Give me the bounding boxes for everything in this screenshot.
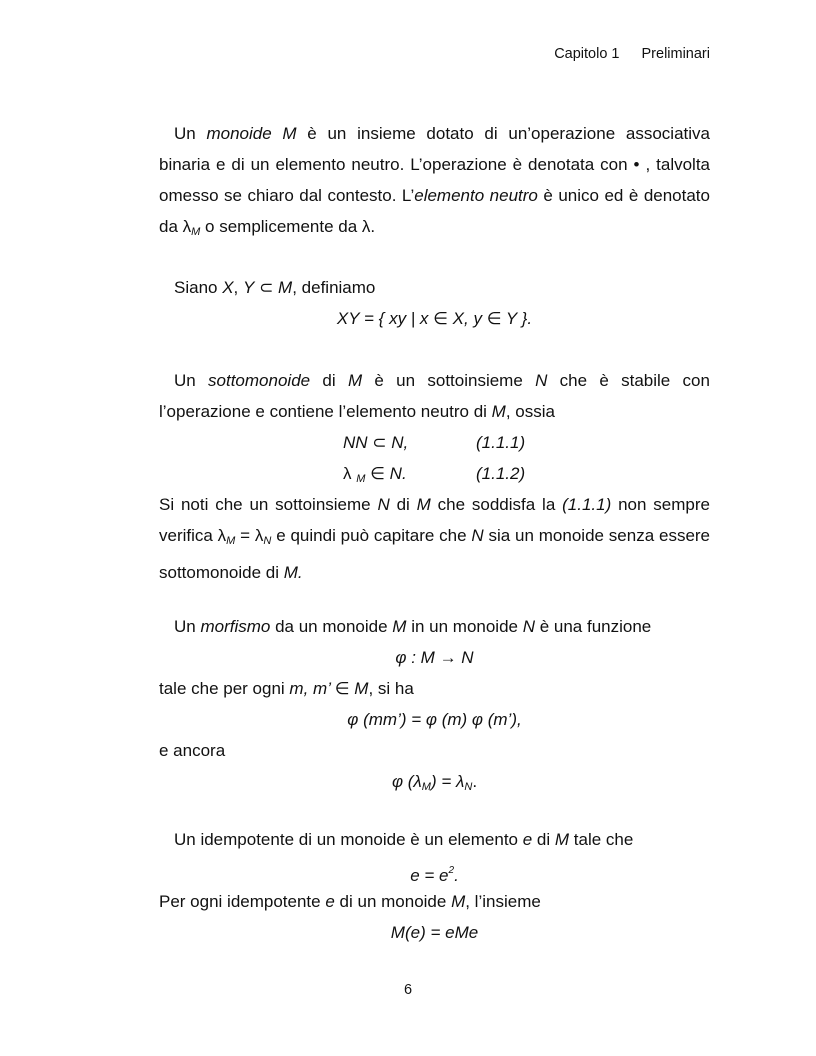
equation-text: φ : M → N: [395, 648, 474, 667]
equation-phi-identity: [159, 766, 710, 803]
var: Y: [243, 278, 255, 297]
text: Siano: [174, 278, 223, 297]
equation-text: XY = { xy | x ∈ X, y ∈ Y }.: [336, 309, 533, 328]
equation-1-1-1: [343, 427, 408, 458]
text: , definiamo: [292, 278, 376, 297]
text: di: [532, 830, 555, 849]
subscript: M: [356, 473, 366, 485]
text: in un monoide: [406, 617, 523, 636]
text: è un insieme dotato di un’operazione associativa binaria e di un elemento neutro. L’operazione è denotata con • , talvolta omesso se chiaro dal contesto. L’: [159, 124, 710, 205]
subscript: N: [464, 781, 473, 793]
text: da un monoide: [270, 617, 393, 636]
var: m, m’ ∈ M: [289, 679, 369, 698]
header-chapter: Capitolo 1: [554, 46, 620, 62]
equation-text: ) = λ: [430, 772, 465, 791]
equation-text: M(e) = eMe: [390, 923, 479, 942]
var: M: [392, 617, 407, 636]
paragraph-product-sets: [159, 272, 710, 303]
text: sia un monoide senza essere sottomonoide di: [159, 526, 711, 582]
term-neutral-element: elemento neutro: [414, 186, 538, 205]
text: , ossia: [505, 402, 555, 421]
equation-text: e = e: [410, 866, 449, 885]
text: Si noti che un sottoinsieme: [159, 495, 378, 514]
subscript: M: [191, 226, 201, 238]
text: .: [472, 772, 478, 791]
var: N: [471, 526, 484, 545]
paragraph-and-also: [159, 735, 710, 766]
var: M.: [283, 563, 303, 582]
text: Un: [174, 124, 207, 143]
var: e: [522, 830, 533, 849]
text: che soddisfa la: [430, 495, 563, 514]
var: X: [222, 278, 234, 297]
paragraph-submonoid: [159, 365, 710, 427]
text: tale che per ogni: [159, 679, 290, 698]
text: e quindi può capitare che: [271, 526, 472, 545]
equation-local-monoid: [159, 917, 710, 948]
running-header: [554, 46, 710, 62]
paragraph-monoid-definition: [159, 118, 710, 248]
subscript: N: [263, 535, 272, 547]
header-title: Preliminari: [641, 46, 710, 62]
var: M: [451, 892, 466, 911]
var: N: [535, 371, 548, 390]
text: che è stabile con l’operazione e contiene l’elemento neutro di: [159, 371, 710, 421]
var: M: [554, 830, 570, 849]
equation-number: (1.1.2): [476, 464, 526, 483]
var: M: [347, 371, 363, 390]
paragraph-for-every: [159, 673, 710, 704]
text: Un idempotente di un monoide è un elemento: [174, 830, 523, 849]
text: ⊂: [254, 278, 279, 297]
paragraph-idempotent: [159, 824, 710, 855]
equation-number-1-1-1: [476, 427, 525, 458]
equation-text: ∈ N.: [365, 464, 407, 483]
text: Un: [174, 371, 209, 390]
equation-number-1-1-2: [476, 458, 525, 489]
var: N: [377, 495, 390, 514]
superscript: 2: [448, 865, 455, 876]
term-morphism: morfismo: [200, 617, 271, 636]
equation-text: φ (λ: [391, 772, 422, 791]
page-number: 6: [403, 982, 413, 998]
text: è unico ed è denotato da λ: [159, 186, 710, 236]
text: è una funzione: [535, 617, 652, 636]
paragraph-remark: [159, 489, 710, 588]
text: non sempre verifica λ: [159, 495, 710, 545]
text: tale che: [569, 830, 634, 849]
var: N: [522, 617, 535, 636]
paragraph-morphism: [159, 611, 710, 642]
equation-phi-product: [159, 704, 710, 735]
text: Un: [174, 617, 201, 636]
text: = λ: [235, 526, 264, 545]
equation-text: NN ⊂ N,: [343, 433, 409, 452]
text: di: [310, 371, 348, 390]
equation-text: φ (mm’) = φ (m) φ (m’),: [347, 710, 522, 729]
var: e: [325, 892, 335, 911]
term-submonoid: sottomonoide: [208, 371, 311, 390]
text: o semplicemente da λ.: [200, 217, 376, 236]
paragraph-for-every-idempotent: [159, 886, 710, 917]
text: è un sottoinsieme: [362, 371, 536, 390]
text: di: [389, 495, 417, 514]
text: Per ogni idempotente: [159, 892, 326, 911]
subscript: M: [226, 535, 236, 547]
term-monoid: monoide M: [206, 124, 297, 143]
equation-phi-map: [159, 642, 710, 673]
equation-xy: [159, 303, 710, 334]
equation-text: .: [454, 866, 459, 885]
subscript: M: [421, 781, 431, 793]
text: , l’insieme: [465, 892, 541, 911]
text: di un monoide: [334, 892, 452, 911]
equation-reference: (1.1.1): [562, 495, 612, 514]
text: ,: [233, 278, 243, 297]
var: M: [278, 278, 293, 297]
lambda: λ: [343, 464, 357, 483]
text: e ancora: [159, 741, 226, 760]
var: M: [416, 495, 431, 514]
var: M: [491, 402, 506, 421]
text: , si ha: [368, 679, 414, 698]
equation-number: (1.1.1): [476, 433, 526, 452]
